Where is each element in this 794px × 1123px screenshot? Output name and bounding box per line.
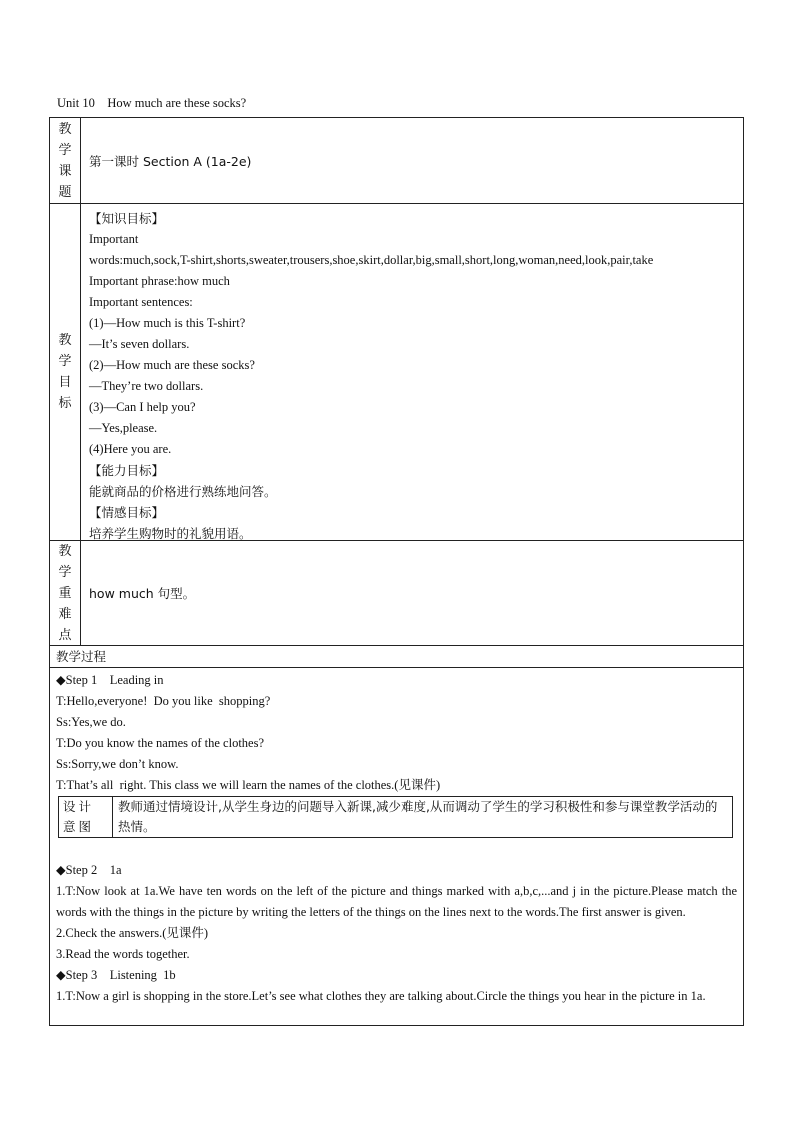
label-char: 难 (58, 606, 72, 622)
goal-line: —It’s seven dollars. (89, 337, 190, 351)
dialogue-line: T:Do you know the names of the clothes? (56, 736, 265, 750)
goal-line: Important sentences: (89, 295, 193, 309)
step-3-title: ◆Step 3 Listening 1b (56, 968, 176, 982)
lesson-topic-label (50, 118, 81, 203)
step-2-paragraph: 2.Check the answers.(见课件) (56, 926, 209, 940)
key-points-content (81, 541, 743, 645)
key-points-text: how much 句型。 (89, 586, 196, 601)
label-char: 学 (58, 142, 72, 158)
step-2-paragraph: 3.Read the words together. (56, 947, 190, 961)
lesson-topic-text: 第一课时 Section A (1a-2e) (89, 153, 252, 169)
teaching-goals-row (50, 204, 743, 541)
dialogue-line: Ss:Yes,we do. (56, 715, 126, 729)
goal-line: —They’re two dollars. (89, 379, 204, 393)
goal-line: Important phrase:how much (89, 274, 230, 288)
section-heading: 【能力目标】 (89, 463, 165, 478)
design-intent-label: 设计意图 (59, 797, 113, 837)
label-char: 目 (58, 375, 72, 390)
dialogue-line: T:Hello,everyone! Do you like shopping? (56, 694, 271, 708)
teaching-steps-row (50, 668, 743, 1025)
label-char: 学 (58, 354, 72, 369)
goal-line: (4)Here you are. (89, 442, 172, 456)
step-3-paragraph: 1.T:Now a girl is shopping in the store.Let’s see what clothes they are talking about.Circle the things you hear in the picture in 1a. (56, 989, 706, 1003)
teaching-steps-content (50, 668, 743, 1025)
lesson-topic-content (81, 118, 743, 203)
key-points-row (50, 541, 743, 646)
dialogue-line: Ss:Sorry,we don’t know. (56, 757, 179, 771)
label-char: 重 (58, 585, 72, 601)
label-char: 学 (58, 564, 72, 580)
goal-line: Important (89, 232, 139, 246)
label-char: 课 (58, 163, 72, 179)
step-1-title: ◆Step 1 Leading in (56, 673, 164, 687)
teaching-process-label: 教学过程 (56, 649, 107, 664)
design-intent-text: 教师通过情境设计,从学生身边的问题导入新课,减少难度,从而调动了学生的学习积极性和参与课堂教学活动的热情。 (118, 799, 718, 834)
step-2-paragraph: 1.T:Now look at 1a.We have ten words on the left of the picture and things marked with a,b,c,...and j in the picture.Please match the words with the things in the picture by writing the letters of the things on the lines next to the words.The first answer is given. (56, 884, 737, 919)
teaching-process-row (50, 646, 743, 668)
lesson-plan-table (49, 117, 744, 1026)
goal-line: 能就商品的价格进行熟练地问答。 (89, 484, 277, 499)
goal-line: (3)—Can I help you? (89, 400, 196, 414)
label-char: 标 (58, 396, 72, 411)
dialogue-line: T:That’s all right. This class we will learn the names of the clothes.(见课件) (56, 778, 441, 792)
teaching-goals-content (81, 204, 743, 540)
design-intent-box (58, 796, 733, 838)
lesson-topic-row (50, 118, 743, 204)
label-char: 点 (58, 627, 72, 643)
goal-line: —Yes,please. (89, 421, 158, 435)
spacer (56, 838, 737, 860)
goal-line: 培养学生购物时的礼貌用语。 (89, 526, 252, 541)
goal-line: (1)—How much is this T-shirt? (89, 316, 246, 330)
label-char: 教 (58, 121, 72, 137)
label-char: 教 (58, 543, 72, 559)
key-points-label (50, 541, 81, 645)
teaching-goals-label (50, 204, 81, 540)
goal-line: words:much,sock,T-shirt,shorts,sweater,trousers,shoe,skirt,dollar,big,small,short,long,woman,need,look,pair,take (89, 253, 654, 267)
goal-line: (2)—How much are these socks? (89, 358, 255, 372)
label-char: 教 (58, 333, 72, 348)
section-heading: 【情感目标】 (89, 505, 165, 520)
section-heading: 【知识目标】 (89, 211, 165, 226)
step-2-title: ◆Step 2 1a (56, 863, 122, 877)
label-char: 题 (58, 184, 72, 200)
page-title: Unit 10 How much are these socks? (57, 96, 247, 110)
